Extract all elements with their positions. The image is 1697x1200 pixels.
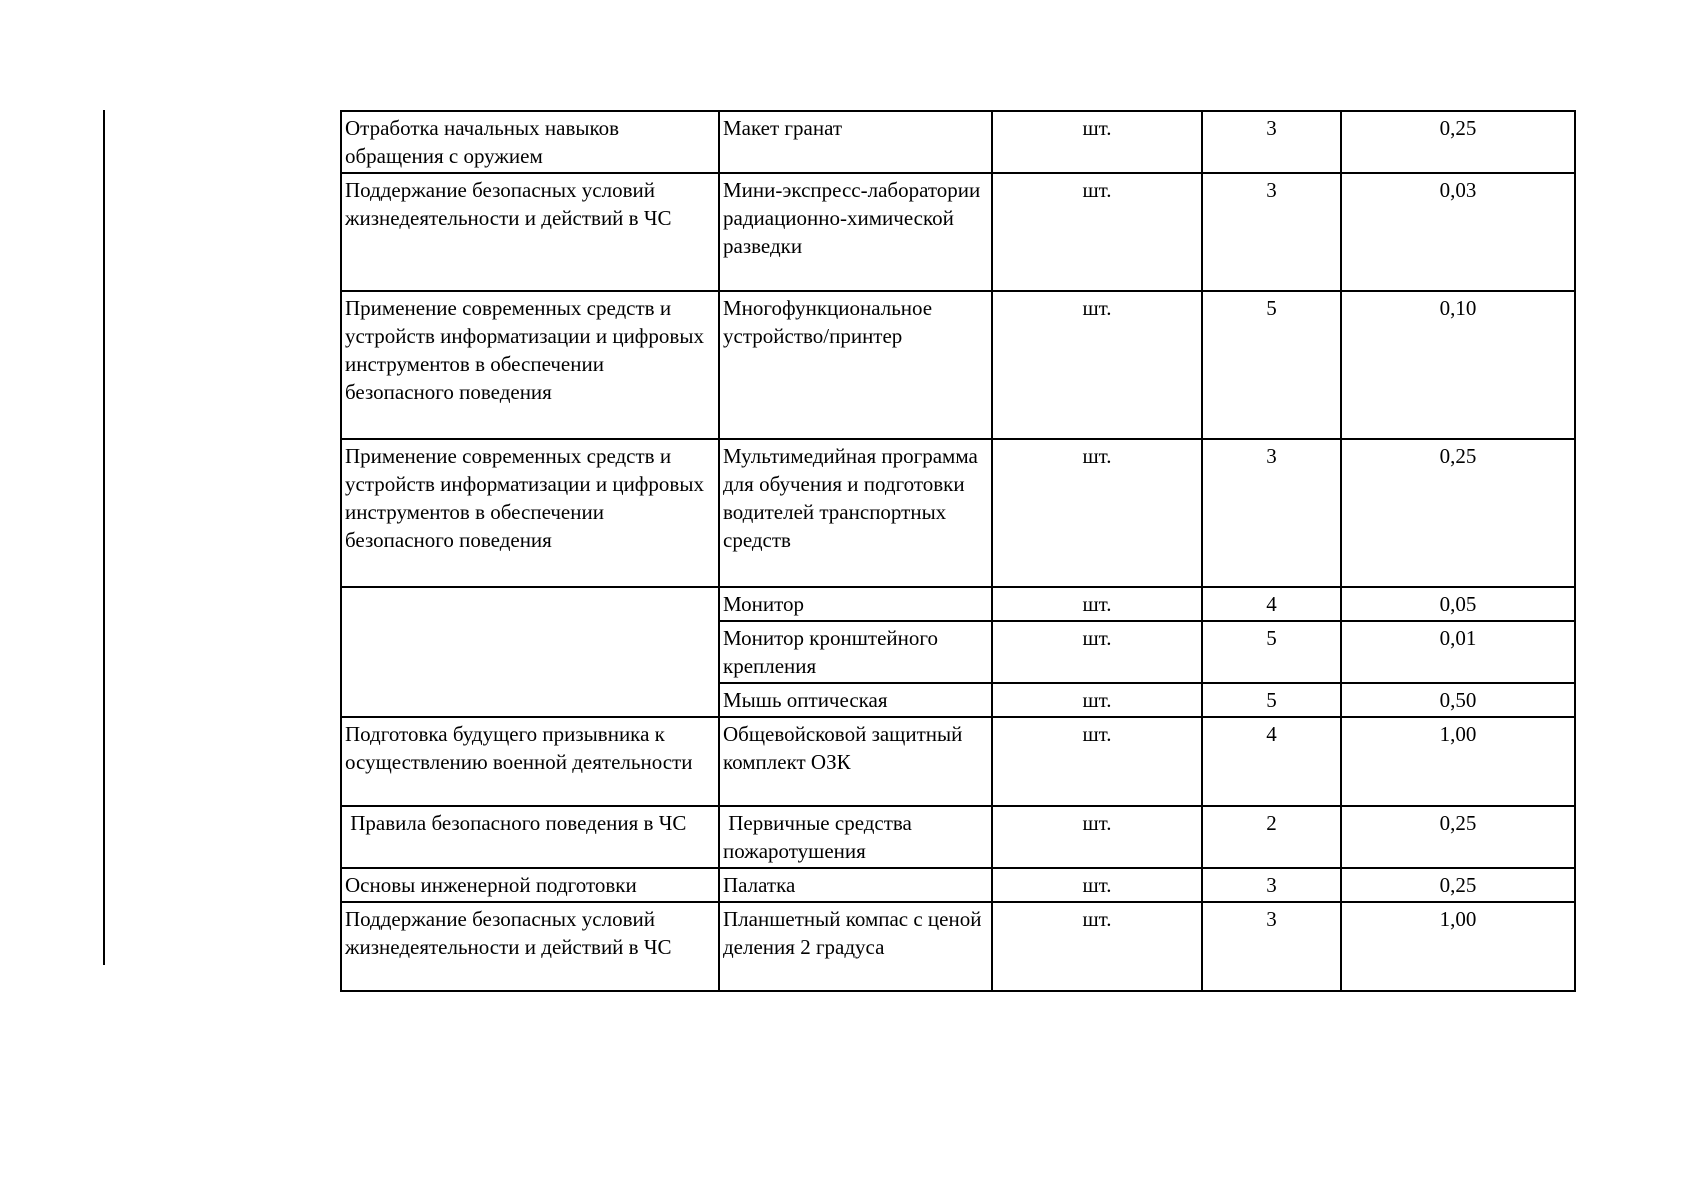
topic-cell: [341, 587, 719, 717]
item-cell: Палатка: [719, 868, 992, 902]
item-cell: Макет гранат: [719, 111, 992, 173]
qty-cell: 3: [1202, 111, 1341, 173]
unit-cell: шт.: [992, 291, 1202, 439]
unit-cell: шт.: [992, 806, 1202, 868]
qty-cell: 4: [1202, 717, 1341, 806]
coef-cell: 0,10: [1341, 291, 1575, 439]
unit-cell: шт.: [992, 111, 1202, 173]
item-cell: Первичные средства пожаротушения: [719, 806, 992, 868]
unit-cell: шт.: [992, 439, 1202, 587]
page-margin-line: [103, 110, 105, 965]
table-row: [341, 173, 1575, 291]
qty-cell: 5: [1202, 291, 1341, 439]
table-row: [341, 587, 1575, 621]
topic-cell: Отработка начальных навыков обращения с оружием: [341, 111, 719, 173]
qty-cell: 3: [1202, 902, 1341, 991]
coef-cell: 0,05: [1341, 587, 1575, 621]
topic-cell: Поддержание безопасных условий жизнедеятельности и действий в ЧС: [341, 902, 719, 991]
topic-cell: Правила безопасного поведения в ЧС: [341, 806, 719, 868]
coef-cell: 0,03: [1341, 173, 1575, 291]
table-row: [341, 806, 1575, 868]
item-cell: Мышь оптическая: [719, 683, 992, 717]
qty-cell: 5: [1202, 621, 1341, 683]
table-row: [341, 291, 1575, 439]
unit-cell: шт.: [992, 902, 1202, 991]
qty-cell: 4: [1202, 587, 1341, 621]
unit-cell: шт.: [992, 868, 1202, 902]
coef-cell: 0,25: [1341, 868, 1575, 902]
coef-cell: 1,00: [1341, 902, 1575, 991]
coef-cell: 0,25: [1341, 111, 1575, 173]
item-cell: Планшетный компас с ценой деления 2 градуса: [719, 902, 992, 991]
item-cell: Общевойсковой защитный комплект ОЗК: [719, 717, 992, 806]
topic-cell: Подготовка будущего призывника к осуществлению военной деятельности: [341, 717, 719, 806]
coef-cell: 0,25: [1341, 806, 1575, 868]
topic-cell: Основы инженерной подготовки: [341, 868, 719, 902]
coef-cell: 0,01: [1341, 621, 1575, 683]
unit-cell: шт.: [992, 621, 1202, 683]
table-row: [341, 902, 1575, 991]
coef-cell: 0,50: [1341, 683, 1575, 717]
topic-cell: Применение современных средств и устройств информатизации и цифровых инструментов в обеспечении безопасного поведения: [341, 291, 719, 439]
unit-cell: шт.: [992, 587, 1202, 621]
coef-cell: 1,00: [1341, 717, 1575, 806]
equipment-table: [340, 110, 1576, 992]
qty-cell: 5: [1202, 683, 1341, 717]
table-row: [341, 439, 1575, 587]
table-row: [341, 111, 1575, 173]
qty-cell: 2: [1202, 806, 1341, 868]
table-row: [341, 868, 1575, 902]
item-cell: Монитор: [719, 587, 992, 621]
item-cell: Многофункциональное устройство/принтер: [719, 291, 992, 439]
unit-cell: шт.: [992, 173, 1202, 291]
unit-cell: шт.: [992, 717, 1202, 806]
qty-cell: 3: [1202, 439, 1341, 587]
unit-cell: шт.: [992, 683, 1202, 717]
qty-cell: 3: [1202, 868, 1341, 902]
item-cell: Монитор кронштейного крепления: [719, 621, 992, 683]
table-row: [341, 717, 1575, 806]
topic-cell: Поддержание безопасных условий жизнедеятельности и действий в ЧС: [341, 173, 719, 291]
qty-cell: 3: [1202, 173, 1341, 291]
coef-cell: 0,25: [1341, 439, 1575, 587]
topic-cell: Применение современных средств и устройств информатизации и цифровых инструментов в обеспечении безопасного поведения: [341, 439, 719, 587]
item-cell: Мини-экспресс-лаборатории радиационно-химической разведки: [719, 173, 992, 291]
item-cell: Мультимедийная программа для обучения и подготовки водителей транспортных средств: [719, 439, 992, 587]
